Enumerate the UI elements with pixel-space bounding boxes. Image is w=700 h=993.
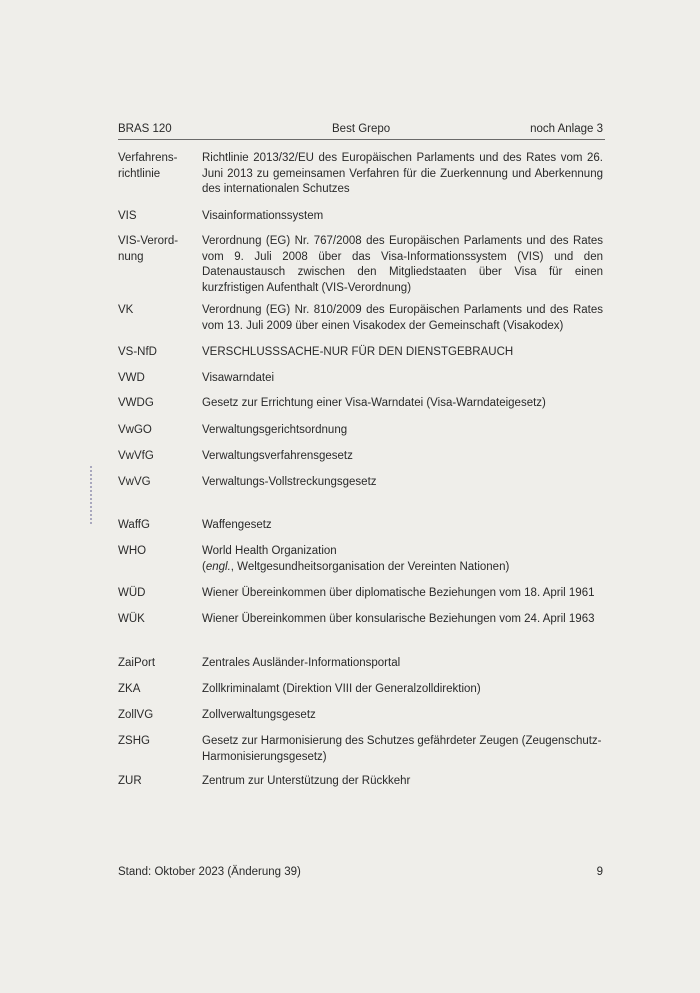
abbreviation: VK — [118, 304, 134, 316]
definition: Gesetz zur Errichtung einer Visa-Warndatei (Visa-Warndateigesetz) — [202, 397, 546, 409]
header-title: Best Grepo — [332, 123, 391, 135]
abbreviation: ZaiPort — [118, 657, 156, 669]
abbreviation: VwGO — [118, 424, 152, 436]
definition: Richtlinie 2013/32/EU des Europäischen Parlaments und des Rates vom 26. Juni 2013 zu gemeinsamen Verfahren für die Zuerkennung und Aberkennung des internationalen Schutzes — [202, 152, 603, 195]
abbreviation: VIS-Verord-nung — [118, 235, 179, 263]
definition: Verwaltungs-Vollstreckungsgesetz — [202, 476, 377, 488]
definition: Zentrales Ausländer-Informationsportal — [202, 657, 401, 669]
definition: Verwaltungsgerichtsordnung — [202, 424, 348, 436]
abbreviation: VWD — [118, 372, 145, 384]
abbreviation: VwVfG — [118, 450, 154, 462]
abbreviation: ZollVG — [118, 709, 154, 721]
definition: VERSCHLUSSSACHE-NUR FÜR DEN DIENSTGEBRAUCH — [202, 346, 514, 358]
definition: Visawarndatei — [202, 372, 275, 384]
footer-status: Stand: Oktober 2023 (Änderung 39) — [118, 866, 301, 878]
definition: Visainformationssystem — [202, 210, 324, 222]
page-header — [118, 123, 603, 139]
header-document-id: BRAS 120 — [118, 123, 172, 135]
definition: Waffengesetz — [202, 519, 272, 531]
definition-line-2-text: , Weltgesundheitsorganisation der Vereinten Nationen) — [230, 560, 510, 573]
abbreviation: WHO — [118, 545, 147, 557]
definition: Verwaltungsverfahrensgesetz — [202, 450, 353, 462]
abbreviation: VS-NfD — [118, 346, 157, 358]
abbreviation: ZSHG — [118, 735, 150, 747]
definition: Zollverwaltungsgesetz — [202, 709, 316, 721]
definition-line-1: World Health Organization — [202, 545, 337, 557]
abbreviation: VwVG — [118, 476, 151, 488]
page-number: 9 — [596, 866, 603, 878]
definition: Zollkriminalamt (Direktion VIII der Generalzolldirektion) — [202, 683, 481, 695]
definition: Wiener Übereinkommen über diplomatische Beziehungen vom 18. April 1961 — [202, 587, 595, 599]
abbreviation: Verfahrens-richtlinie — [118, 152, 178, 180]
header-rule — [118, 139, 605, 140]
abbreviation: ZUR — [118, 775, 142, 787]
definition: Zentrum zur Unterstützung der Rückkehr — [202, 775, 411, 787]
definition — [202, 544, 603, 575]
header-annex-label: noch Anlage 3 — [530, 123, 603, 135]
definition: Verordnung (EG) Nr. 810/2009 des Europäischen Parlaments und des Rates vom 13. Juli 2009 über einen Visakodex der Gemeinschaft (Visakodex) — [202, 304, 603, 332]
abbreviation: WÜK — [118, 613, 145, 625]
abbreviation: WÜD — [118, 587, 146, 599]
definition-line-2: (engl., Weltgesundheitsorganisation der Vereinten Nationen) — [202, 560, 510, 573]
abbreviation: VIS — [118, 210, 137, 222]
abbreviation: ZKA — [118, 683, 141, 695]
page-footer — [118, 866, 603, 882]
abbreviation: WaffG — [118, 519, 150, 531]
definition: Verordnung (EG) Nr. 767/2008 des Europäischen Parlaments und des Rates vom 9. Juli 2008 über das Visa-Informationssystem (VIS) und den Datenaustausch zwischen den Mitgliedstaaten über Visa für einen kurzfristigen Aufenthalt (VIS-Verordnung) — [202, 235, 603, 294]
definition-italic-prefix: engl. — [205, 560, 231, 573]
abbreviation: VWDG — [118, 397, 154, 409]
definition: Gesetz zur Harmonisierung des Schutzes gefährdeter Zeugen (Zeugenschutz-Harmonisierungsgesetz) — [202, 735, 602, 763]
binding-mark — [90, 466, 92, 526]
definition: Wiener Übereinkommen über konsularische Beziehungen vom 24. April 1963 — [202, 613, 595, 625]
